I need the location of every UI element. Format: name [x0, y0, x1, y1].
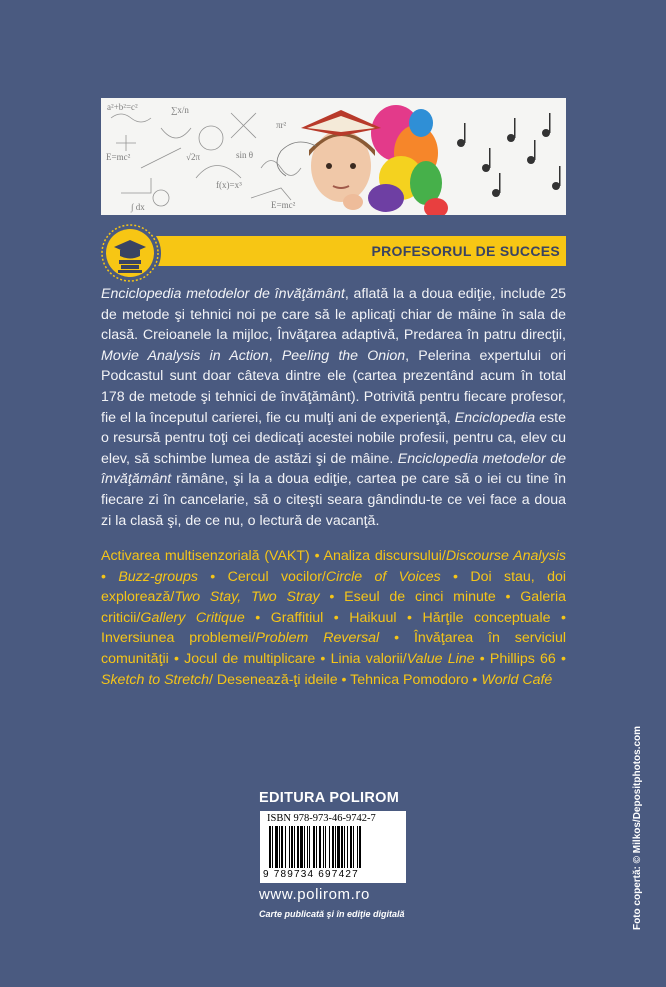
desc-text: Movie Analysis in Action [101, 347, 269, 364]
series-band [101, 236, 566, 266]
method-text: Problem Reversal [255, 630, 380, 647]
barcode-bars [267, 826, 399, 868]
method-text: Discourse Analysis [445, 548, 566, 564]
svg-text:E=mc²: E=mc² [271, 200, 296, 210]
svg-text:sin θ: sin θ [236, 150, 254, 160]
method-text: • Eseul de cinci minute • Galeria criticii/ [101, 589, 567, 626]
desc-text: , [268, 347, 282, 364]
series-title: PROFESORUL DE SUCCES [371, 243, 560, 259]
svg-text:E=mc²: E=mc² [106, 152, 131, 162]
svg-text:∫ dx: ∫ dx [131, 202, 145, 212]
desc-text: , Pelerina expertului ori Podcastul sunt doar câteva dintre ele (cartea prezentând acum în total 178 de metode şi tehnici de învăţământ). Potrivită pentru fiecare profesor, fie el la începutul carierei, fie cu mulţi ani de experienţă, [101, 347, 567, 426]
cover-banner-image [101, 98, 566, 215]
method-text: / Desenează-ţi ideile • Tehnica Pomodoro • [209, 671, 482, 688]
method-text: World Café [481, 671, 553, 688]
svg-text:a²+b²=c²: a²+b²=c² [107, 102, 138, 112]
svg-text:√2π: √2π [186, 152, 200, 162]
method-text: • Graffitiul • Haikuul • Hărţile conceptuale • Inversiunea problemei/ [101, 609, 566, 647]
desc-text: Enciclopedia [454, 409, 536, 426]
barcode-digits: 9 789734 697427 [263, 869, 359, 880]
book-description [101, 284, 566, 531]
digital-edition-note: Carte publicată şi în ediţie digitală [259, 909, 405, 919]
graduation-cap-emblem-icon [97, 220, 163, 286]
svg-text:πr²: πr² [276, 120, 287, 130]
method-text: Buzz-groups [118, 568, 198, 585]
method-text: Activarea multisenzorială (VAKT) • Analiza discursului/ [101, 548, 446, 564]
svg-text:∑x/n: ∑x/n [171, 105, 189, 115]
method-text: • Cercul vocilor/ [197, 568, 326, 585]
method-text: • Phillips 66 • [474, 650, 566, 667]
method-text: • Doi stau, doi explorează/ [101, 568, 567, 606]
methods-list [101, 546, 566, 690]
desc-text: Enciclopedia metodelor de învăţământ [101, 450, 566, 488]
method-text: • [101, 568, 119, 585]
method-text: Circle of Voices [325, 568, 441, 585]
desc-text: Peeling the Onion [281, 347, 406, 364]
publisher-name: EDITURA POLIROM [259, 790, 400, 806]
method-text: • Învăţarea în serviciul comunităţii • Jocul de multiplicare • Linia valorii/ [101, 630, 567, 667]
method-text: Two Stay, Two Stray [174, 589, 320, 606]
method-text: Gallery Critique [140, 609, 245, 626]
photo-credit: Foto copertă: © Milkos/Depositphotos.com [632, 725, 643, 930]
method-text: Sketch to Stretch [101, 671, 210, 688]
desc-text: rămâne, şi la a doua ediţie, cartea pe care să o iei cu tine în fiecare zi în cancelarie, să o citeşti seara gândindu-te ce vei face a doua zi la clasă şi, de ce nu, o lectură de vacanţă. [101, 471, 566, 529]
publisher-website-link[interactable]: www.polirom.ro [259, 886, 370, 903]
desc-text: , aflată la a doua ediţie, include 25 de metode şi tehnici noi pe care să le aplicaţi chiar de mâine în sala de clasă. Creioanele la mijloc, Învăţarea adaptivă, Predarea în patru direcţii, [101, 286, 566, 344]
isbn-barcode [260, 811, 406, 883]
desc-text: Enciclopedia metodelor de învăţământ [101, 286, 345, 302]
isbn-number: ISBN 978-973-46-9742-7 [267, 813, 376, 824]
svg-text:f(x)=x³: f(x)=x³ [216, 180, 242, 190]
desc-text: este o resursă pentru toţi cei dedicaţi acestei nobile profesii, pentru ca, elev cu elev, să schimbe lumea de astăzi şi de mâine. [101, 409, 566, 467]
method-text: Value Line [406, 650, 475, 667]
